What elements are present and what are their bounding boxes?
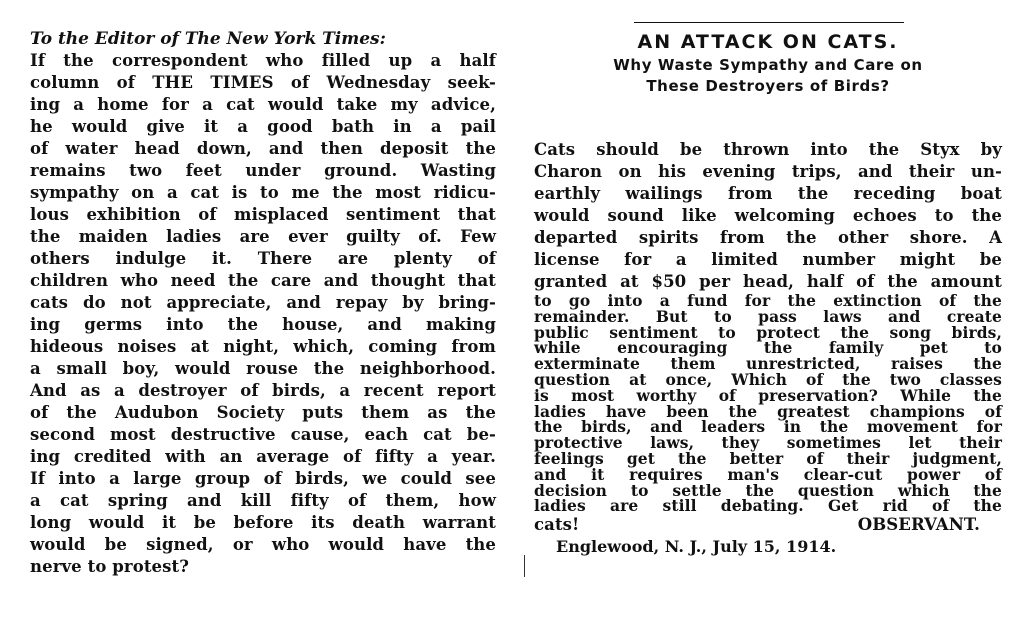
text-line: granted at $50 per head, half of the amount — [534, 272, 1002, 291]
closing-text: cats! — [534, 515, 580, 535]
text-line: sympathy on a cat is to me the most ridicu- — [30, 183, 496, 202]
left-letter-column — [30, 28, 496, 578]
text-line: column of THE TIMES of Wednesday seek- — [30, 73, 496, 92]
text-line: others indulge it. There are plenty of — [30, 249, 496, 268]
text-line: and it requires man's clear-cut power of — [534, 464, 1002, 484]
headline-rule — [634, 22, 904, 23]
text-line: to go into a fund for the extinction of the — [534, 291, 1002, 310]
text-line: ing credited with an average of fifty a year. — [30, 447, 496, 466]
signoff-line — [534, 514, 1002, 536]
subhead-line-1: Why Waste Sympathy and Care on — [613, 56, 923, 74]
text-line: of water head down, and then deposit the — [30, 139, 496, 158]
text-line: license for a limited number might be — [534, 250, 1002, 269]
text-line: Charon on his evening trips, and their un- — [534, 162, 1002, 181]
text-line: If the correspondent who filled up a half — [30, 51, 496, 70]
text-line: ing a home for a cat would take my advice, — [30, 95, 496, 114]
text-line: long would it be before its death warrant — [30, 513, 496, 532]
right-letter-body — [534, 139, 1002, 558]
text-line: question at once, Which of the two classes — [534, 369, 1002, 389]
salutation: To the Editor of The New York Times: — [30, 29, 386, 49]
text-line: the maiden ladies are ever guilty of. Few — [30, 227, 496, 246]
text-line: exterminate them unrestricted, raises the — [534, 354, 1002, 374]
text-line: would sound like welcoming echoes to the — [534, 206, 1002, 225]
text-line: ladies are still debating. Get rid of the — [534, 496, 1002, 516]
text-line: feelings get the better of their judgment, — [534, 448, 1002, 468]
text-line: ladies have been the greatest champions of — [534, 401, 1002, 421]
text-line: children who need the care and thought that — [30, 271, 496, 290]
right-letter-column — [534, 22, 1002, 558]
text-line: a cat spring and kill fifty of them, how — [30, 491, 496, 510]
text-line: hideous noises at night, which, coming from — [30, 337, 496, 356]
text-line: remains two feet under ground. Wasting — [30, 161, 496, 180]
text-line: And as a destroyer of birds, a recent report — [30, 381, 496, 400]
text-line: cats do not appreciate, and repay by bring- — [30, 293, 496, 312]
text-line: he would give it a good bath in a pail — [30, 117, 496, 136]
text-line: is most worthy of preservation? While the — [534, 385, 1002, 405]
text-line: Cats should be thrown into the Styx by — [534, 140, 1002, 159]
dateline: Englewood, N. J., July 15, 1914. — [556, 537, 837, 557]
text-line: nerve to protest? — [30, 557, 190, 576]
text-line: decision to settle the question which the — [534, 480, 1002, 500]
headline: AN ATTACK ON CATS. — [637, 31, 899, 53]
text-line: departed spirits from the other shore. A — [534, 228, 1002, 247]
subhead-line-2: These Destroyers of Birds? — [646, 77, 890, 95]
margin-mark — [524, 555, 525, 577]
text-line: a small boy, would rouse the neighborhood. — [30, 359, 496, 378]
text-line: second most destructive cause, each cat be- — [30, 425, 496, 444]
text-line: earthly wailings from the receding boat — [534, 184, 1002, 203]
text-line: lous exhibition of misplaced sentiment that — [30, 205, 496, 224]
signature: OBSERVANT. — [857, 515, 980, 535]
text-line: public sentiment to protect the song birds, — [534, 322, 1002, 342]
text-line: protective laws, they sometimes let their — [534, 433, 1002, 453]
text-line: of the Audubon Society puts them as the — [30, 403, 496, 422]
text-line: the birds, and leaders in the movement for — [534, 417, 1002, 437]
text-line: would be signed, or who would have the — [30, 535, 496, 554]
text-line: remainder. But to pass laws and create — [534, 306, 1002, 326]
text-line: ing germs into the house, and making — [30, 315, 496, 334]
text-line: If into a large group of birds, we could see — [30, 469, 496, 488]
left-letter-body — [30, 50, 496, 578]
text-line: while encouraging the family pet to — [534, 338, 1002, 358]
